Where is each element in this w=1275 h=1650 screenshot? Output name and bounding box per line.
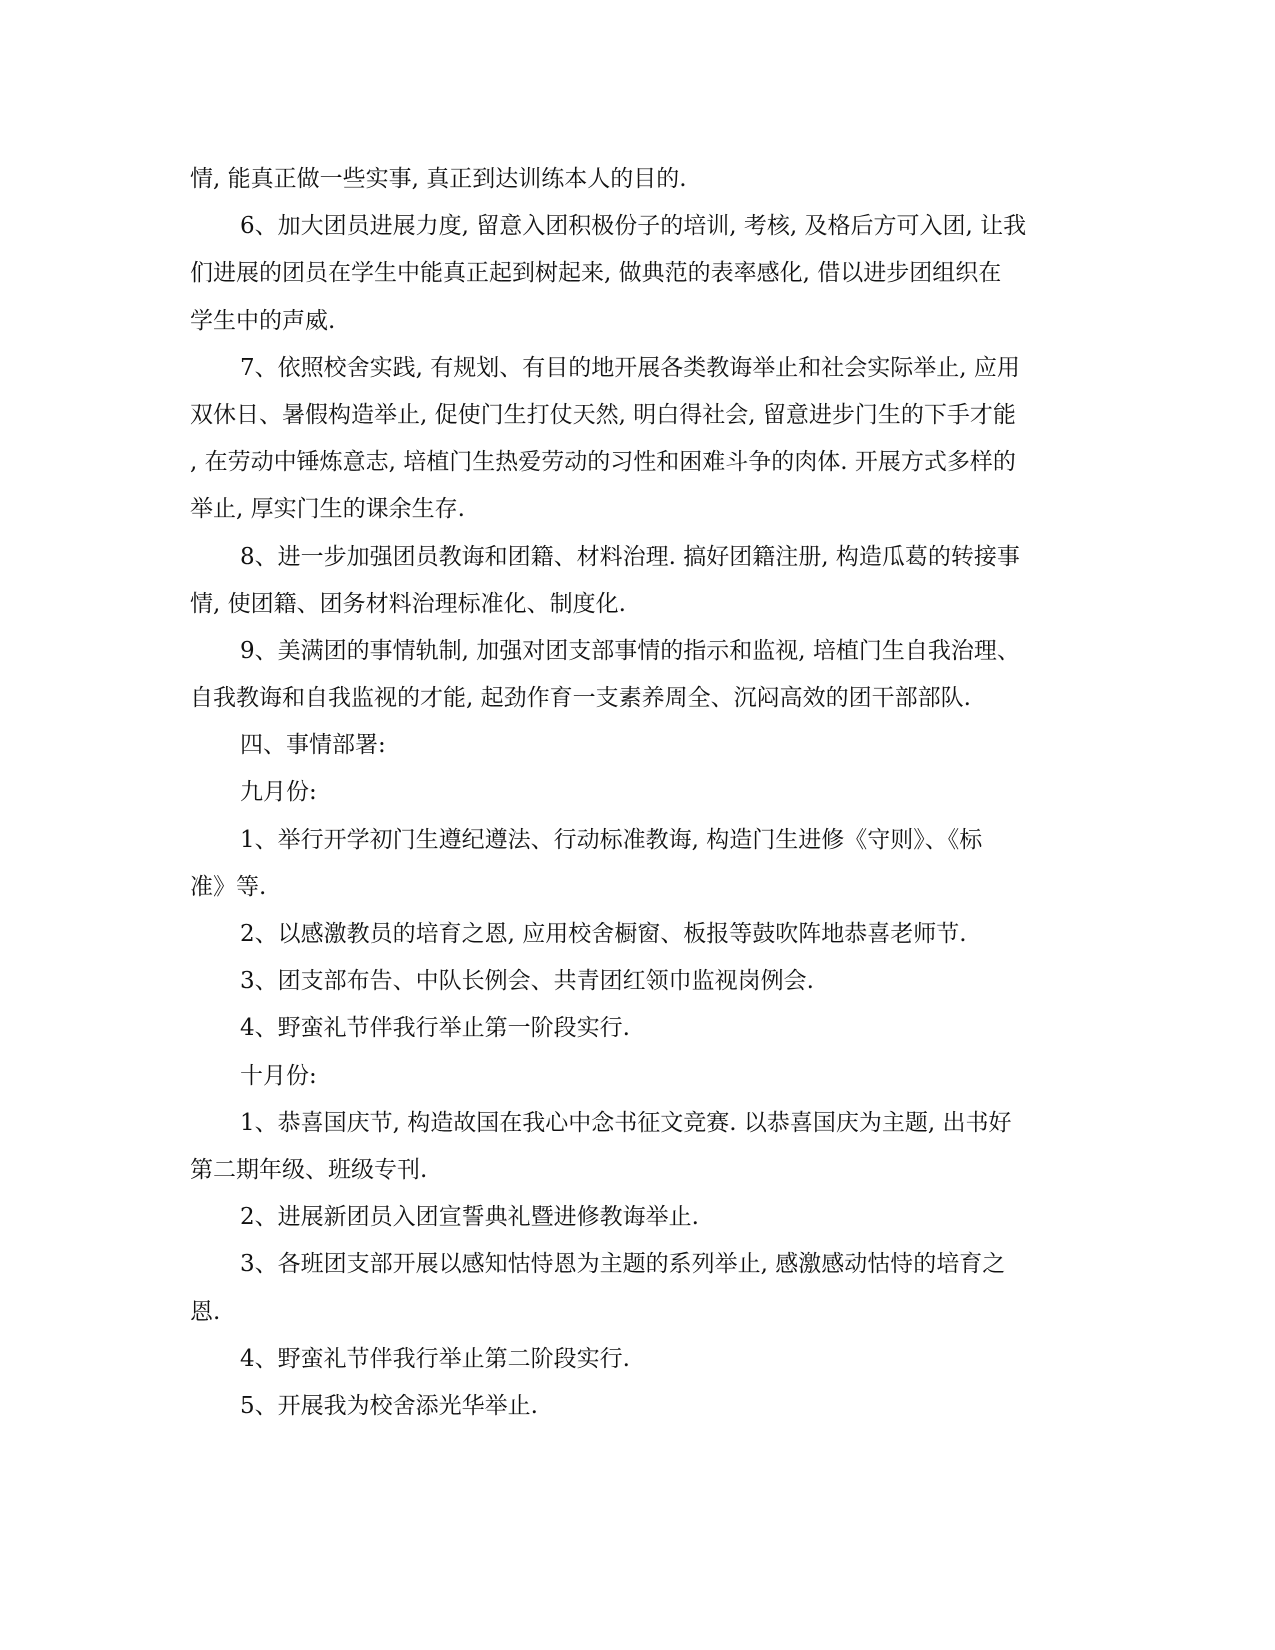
- text-line: 学生中的声威.: [190, 307, 336, 334]
- month-heading-october: 十月份:: [240, 1062, 317, 1089]
- month-heading-september: 九月份:: [240, 779, 317, 806]
- list-item: 3、团支部布告、中队长例会、共青团红领巾监视岗例会.: [240, 968, 814, 995]
- list-item: 4、野蛮礼节伴我行举止第一阶段实行.: [240, 1015, 630, 1042]
- text-line: 情, 能真正做一些实事, 真正到达训练本人的目的.: [190, 166, 687, 192]
- paragraph-item-9: 9、美满团的事情轨制, 加强对团支部事情的指示和监视, 培植门生自我治理、: [240, 637, 1020, 664]
- text-line: 准》等.: [190, 873, 267, 900]
- list-item: 3、各班团支部开展以感知怙恃恩为主题的系列举止, 感激感动怙恃的培育之: [240, 1251, 1006, 1278]
- section-heading-arrangement: 四、事情部署:: [240, 732, 386, 759]
- text-line: , 在劳动中锤炼意志, 培植门生热爱劳动的习性和困难斗争的肉体. 开展方式多样的: [190, 449, 1016, 476]
- list-item: 2、进展新团员入团宣誓典礼暨进修教诲举止.: [240, 1204, 699, 1231]
- paragraph-item-6: 6、加大团员进展力度, 留意入团积极份子的培训, 考核, 及格后方可入团, 让我: [240, 213, 1027, 240]
- document-body: [190, 156, 1070, 1430]
- list-item: 5、开展我为校舍添光华举止.: [240, 1392, 538, 1419]
- text-line: 们进展的团员在学生中能真正起到树起来, 做典范的表率感化, 借以进步团组织在: [190, 260, 1002, 287]
- text-line: 第二期年级、班级专刊.: [190, 1156, 428, 1183]
- text-line: 双休日、暑假构造举止, 促使门生打仗天然, 明白得社会, 留意进步门生的下手才能: [190, 401, 1016, 428]
- list-item: 1、恭喜国庆节, 构造故国在我心中念书征文竞赛. 以恭喜国庆为主题, 出书好: [240, 1109, 1012, 1136]
- paragraph-item-8: 8、进一步加强团员教诲和团籍、材料治理. 搞好团籍注册, 构造瓜葛的转接事: [240, 543, 1020, 570]
- text-line: 举止, 厚实门生的课余生存.: [190, 496, 465, 523]
- text-line: 情, 使团籍、团务材料治理标准化、制度化.: [190, 590, 626, 617]
- text-line: 恩.: [190, 1298, 221, 1325]
- list-item: 2、以感激教员的培育之恩, 应用校舍橱窗、板报等鼓吹阵地恭喜老师节.: [240, 921, 967, 947]
- list-item: 1、举行开学初门生遵纪遵法、行动标准教诲, 构造门生进修《守则》、《标: [240, 826, 983, 853]
- text-line: 自我教诲和自我监视的才能, 起劲作育一支素养周全、沉闷高效的团干部部队.: [190, 685, 971, 712]
- list-item: 4、野蛮礼节伴我行举止第二阶段实行.: [240, 1345, 630, 1372]
- paragraph-item-7: 7、依照校舍实践, 有规划、有目的地开展各类教诲举止和社会实际举止, 应用: [240, 354, 1020, 381]
